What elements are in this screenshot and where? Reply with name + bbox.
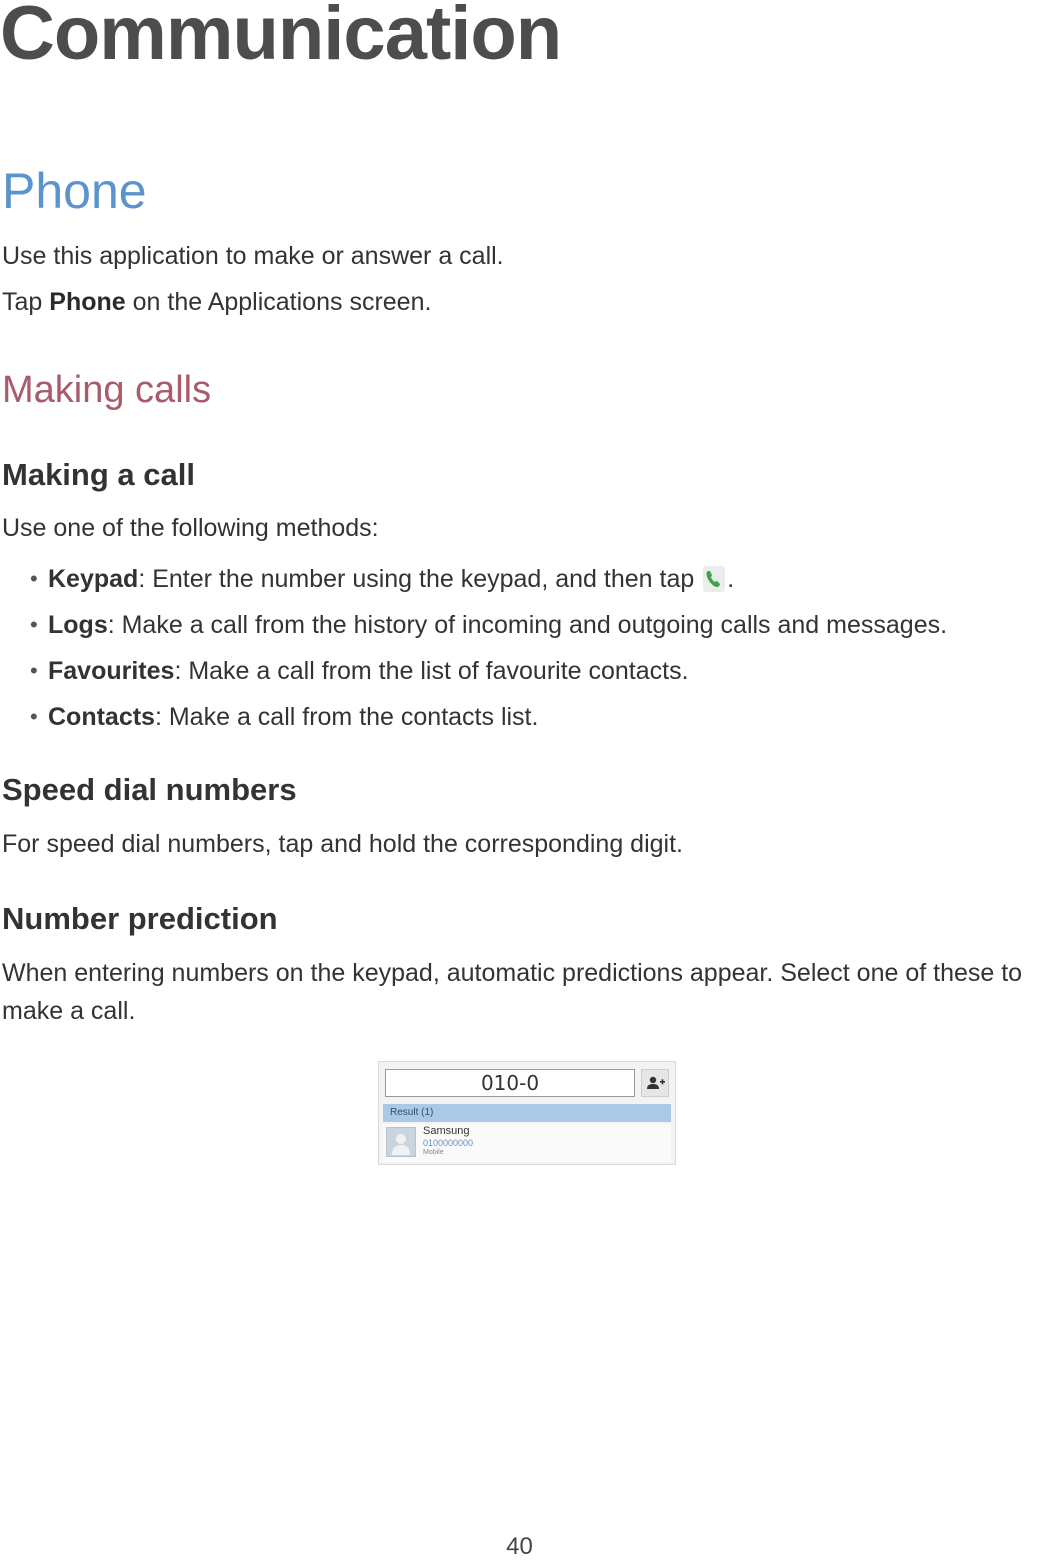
contact-number: 0100000000 <box>423 1138 474 1148</box>
number-prediction-heading: Number prediction <box>2 901 278 936</box>
making-calls-heading: Making calls <box>2 369 212 411</box>
section-title: Phone <box>2 163 147 219</box>
speed-dial-heading: Speed dial numbers <box>2 772 297 807</box>
instruction-prefix: Tap <box>2 288 50 316</box>
bullet-marker: • <box>30 566 38 591</box>
contact-name: Samsung <box>423 1125 470 1137</box>
bullet-logs-text: : Make a call from the history of incoming and outgoing calls and messages. <box>107 611 948 639</box>
intro-instruction <box>2 287 431 317</box>
bullet-contacts-text: : Make a call from the contacts list. <box>154 703 539 731</box>
dial-number-field: 010-0 <box>385 1069 635 1097</box>
contact-type: Mobile <box>423 1149 444 1156</box>
bullet-logs-label: Logs <box>48 611 108 639</box>
intro-line: Use this application to make or answer a call. <box>2 242 504 270</box>
number-prediction-text-line1: When entering numbers on the keypad, automatic predictions appear. Select one of these to <box>2 959 1023 987</box>
bullet-logs <box>48 610 947 640</box>
bullet-contacts <box>48 702 538 732</box>
bullet-favourites-text: : Make a call from the list of favourite contacts. <box>174 657 689 685</box>
making-a-call-heading: Making a call <box>2 457 195 492</box>
prediction-row <box>383 1124 671 1162</box>
prediction-screenshot <box>378 1061 676 1165</box>
bullet-marker: • <box>30 658 38 683</box>
methods-lead: Use one of the following methods: <box>2 514 379 542</box>
result-header: Result (1) <box>383 1104 671 1122</box>
add-contact-button <box>641 1069 669 1097</box>
page-number: 40 <box>506 1533 533 1560</box>
bullet-favourites <box>48 656 689 686</box>
number-prediction-text-line2: make a call. <box>2 997 136 1025</box>
chapter-title: Communication <box>0 0 562 76</box>
bullet-keypad-after: . <box>727 565 735 593</box>
phone-call-icon <box>703 566 725 592</box>
bullet-keypad-text: : Enter the number using the keypad, and then tap <box>138 565 702 593</box>
bullet-marker: • <box>30 704 38 729</box>
instruction-app-name: Phone <box>49 288 126 316</box>
bullet-marker: • <box>30 612 38 637</box>
bullet-keypad <box>48 564 734 594</box>
bullet-keypad-label: Keypad <box>48 565 139 593</box>
bullet-contacts-label: Contacts <box>48 703 155 731</box>
speed-dial-text: For speed dial numbers, tap and hold the corresponding digit. <box>2 830 683 858</box>
contact-avatar <box>386 1127 416 1157</box>
bullet-favourites-label: Favourites <box>48 657 175 685</box>
add-contact-icon <box>642 1070 668 1096</box>
instruction-suffix: on the Applications screen. <box>125 288 432 316</box>
avatar-icon <box>387 1128 415 1156</box>
